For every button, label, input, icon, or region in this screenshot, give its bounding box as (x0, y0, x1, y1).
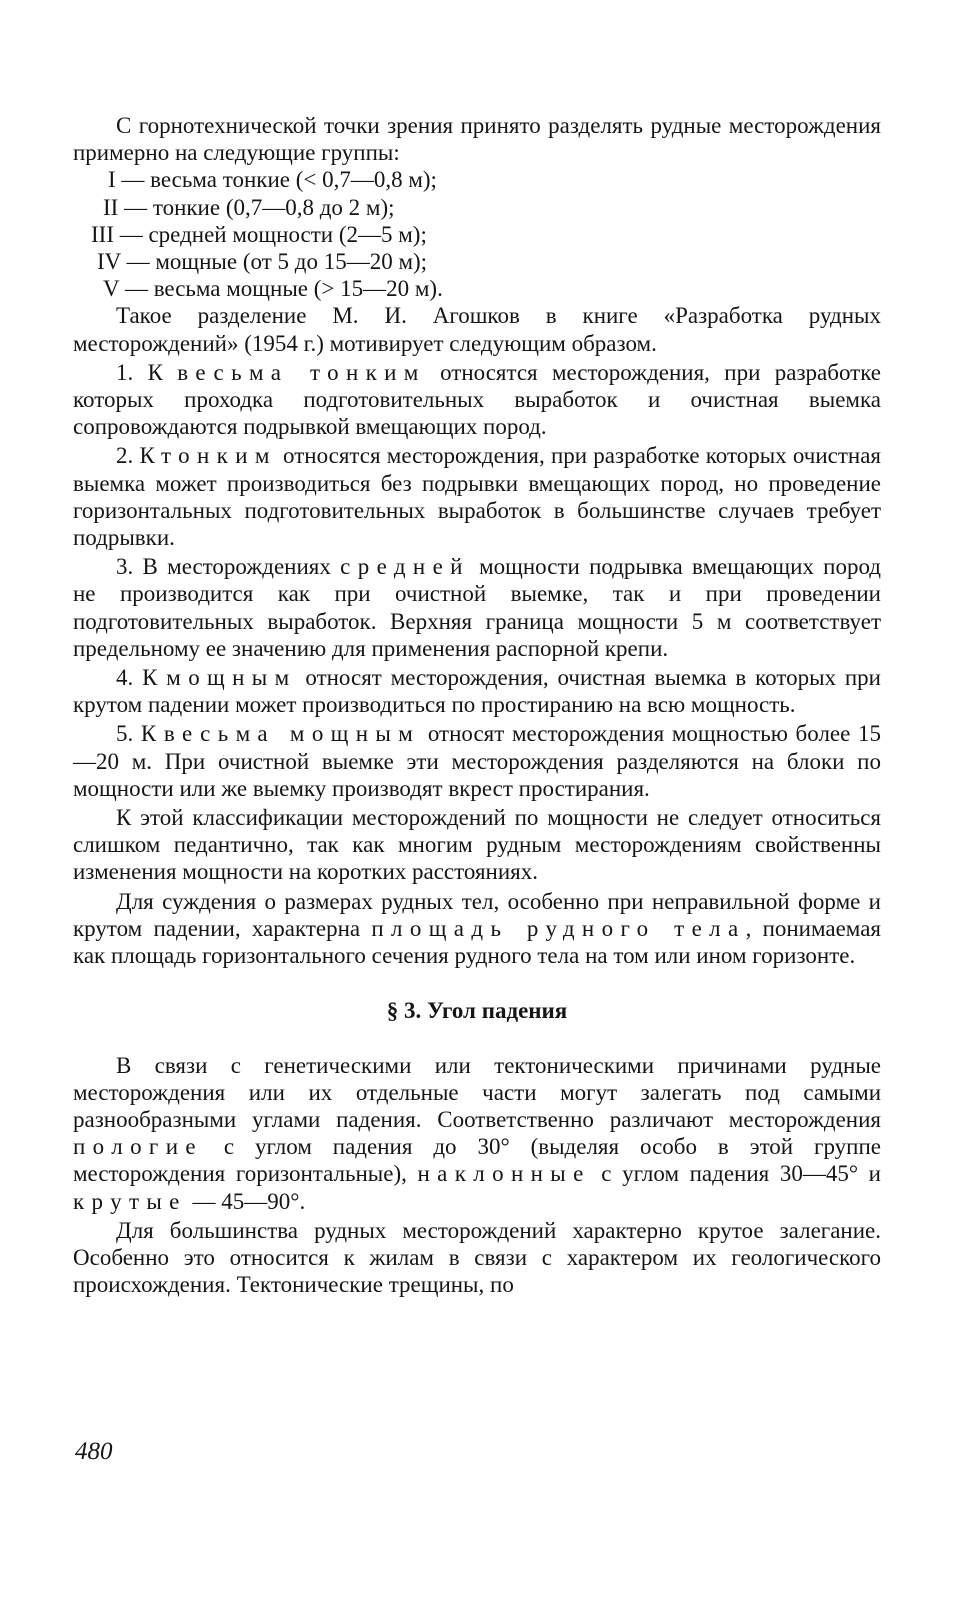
dip-text-4: — 45—90°. (186, 1188, 306, 1214)
item-4-emphasis: мощным (166, 665, 297, 691)
item-2-text: относятся месторождения, при разработке которых очистная выемка может производиться без подрывки вмещающих пород, но проведение горизонтальных подготовительных выработок в большинстве случаев требует подрывки. (73, 443, 881, 551)
classification-note-paragraph: К этой классификации месторождений по мощности не следует относиться слишком педантично, так как многим рудным месторождениям свойственны изменения мощности на коротких расстояниях. (73, 805, 881, 885)
area-post: , понимаемая как площадь горизонтального сечения рудного тела на том или ином горизонте. (73, 915, 881, 969)
item-3-pre: 3. В месторождениях (116, 554, 341, 580)
area-pre: Для суждения о размерах рудных тел, особенно при неправильной форме и крутом падении, характерна (73, 888, 881, 941)
item-1-pre: 1. К (116, 359, 178, 385)
item-3-text: мощности подрывка вмещающих пород не производится как при очистной выемке, так и при проведении подготовительных выработок. Верхняя граница мощности 5 м соответствует предельному ее значению для применения распорной крепи. (73, 554, 882, 661)
group-item-3: III — средней мощности (2—5 м); (91, 221, 427, 247)
item-paragraph-5 (73, 720, 881, 802)
item-paragraph-2 (73, 442, 881, 551)
group-item-1: I — весьма тонкие (< 0,7—0,8 м); (108, 167, 437, 193)
item-3-emphasis: средней (340, 554, 470, 580)
dip-emphasis-gentle: пологие (73, 1134, 203, 1160)
item-2-pre: 2. К (116, 443, 162, 469)
item-2-emphasis: тонким (161, 443, 277, 469)
dip-text-3: с углом падения 30—45° и (590, 1161, 881, 1187)
dip-angle-paragraph (73, 1052, 881, 1215)
group-item-5: V — весьма мощные (> 15—20 м). (103, 276, 443, 302)
group-item-4: IV — мощные (от 5 до 15—20 м); (97, 249, 428, 275)
dip-text-2: с углом падения до 30° (выделяя особо в этой группе месторождения горизонтальные), (73, 1134, 881, 1187)
last-paragraph: Для большинства рудных месторождений характерно крутое залегание. Особенно это относится к жилам в связи с характером их геологического происхождения. Тектонические трещины, по (73, 1217, 881, 1298)
thickness-groups-list (73, 166, 881, 302)
page-number: 480 (75, 1438, 113, 1465)
item-paragraph-3 (73, 553, 881, 662)
item-5-emphasis: весьма мощным (163, 721, 421, 747)
item-5-text: относят месторождения мощностью более 15—20 м. При очистной выемке эти месторождения разделяются на блоки по мощности или же выемку производят вкрест простирания. (73, 721, 882, 801)
item-1-text: относятся месторождения, при разработке которых проходка подготовительных выработок и очистная выемка сопровождаются подрывкой вмещающих пород. (73, 359, 882, 440)
item-5-pre: 5. К (116, 721, 164, 747)
section-heading: § 3. Угол падения (386, 998, 568, 1024)
dip-text-1: В связи с генетическими или тектоническими причинами рудные месторождения или их отдельные части могут залегать под самыми разнообразными углами падения. Соответственно различают месторождения (73, 1052, 881, 1132)
intro-paragraph: С горнотехнической точки зрения принято разделять рудные месторождения примерно на следующие группы: (73, 113, 881, 166)
dip-emphasis-steep: крутые (73, 1188, 187, 1214)
dip-emphasis-inclined: наклонные (417, 1161, 591, 1187)
item-4-pre: 4. К (116, 665, 167, 691)
item-4-text: относят месторождения, очистная выемка в которых при крутом падении может производиться по простиранию на всю мощность. (73, 665, 881, 718)
agoshkov-paragraph: Такое разделение М. И. Агошков в книге «Разработка рудных месторождений» (1954 г.) мотивирует следующим образом. (73, 303, 881, 356)
item-1-emphasis: весьма тонким (177, 359, 426, 385)
item-paragraph-4 (73, 664, 881, 718)
item-paragraph-1 (73, 359, 881, 441)
ore-body-area-paragraph (73, 888, 881, 970)
group-item-2: II — тонкие (0,7—0,8 до 2 м); (103, 194, 395, 220)
page-body (73, 112, 881, 1298)
area-emphasis: площадь рудного тела (371, 915, 746, 941)
